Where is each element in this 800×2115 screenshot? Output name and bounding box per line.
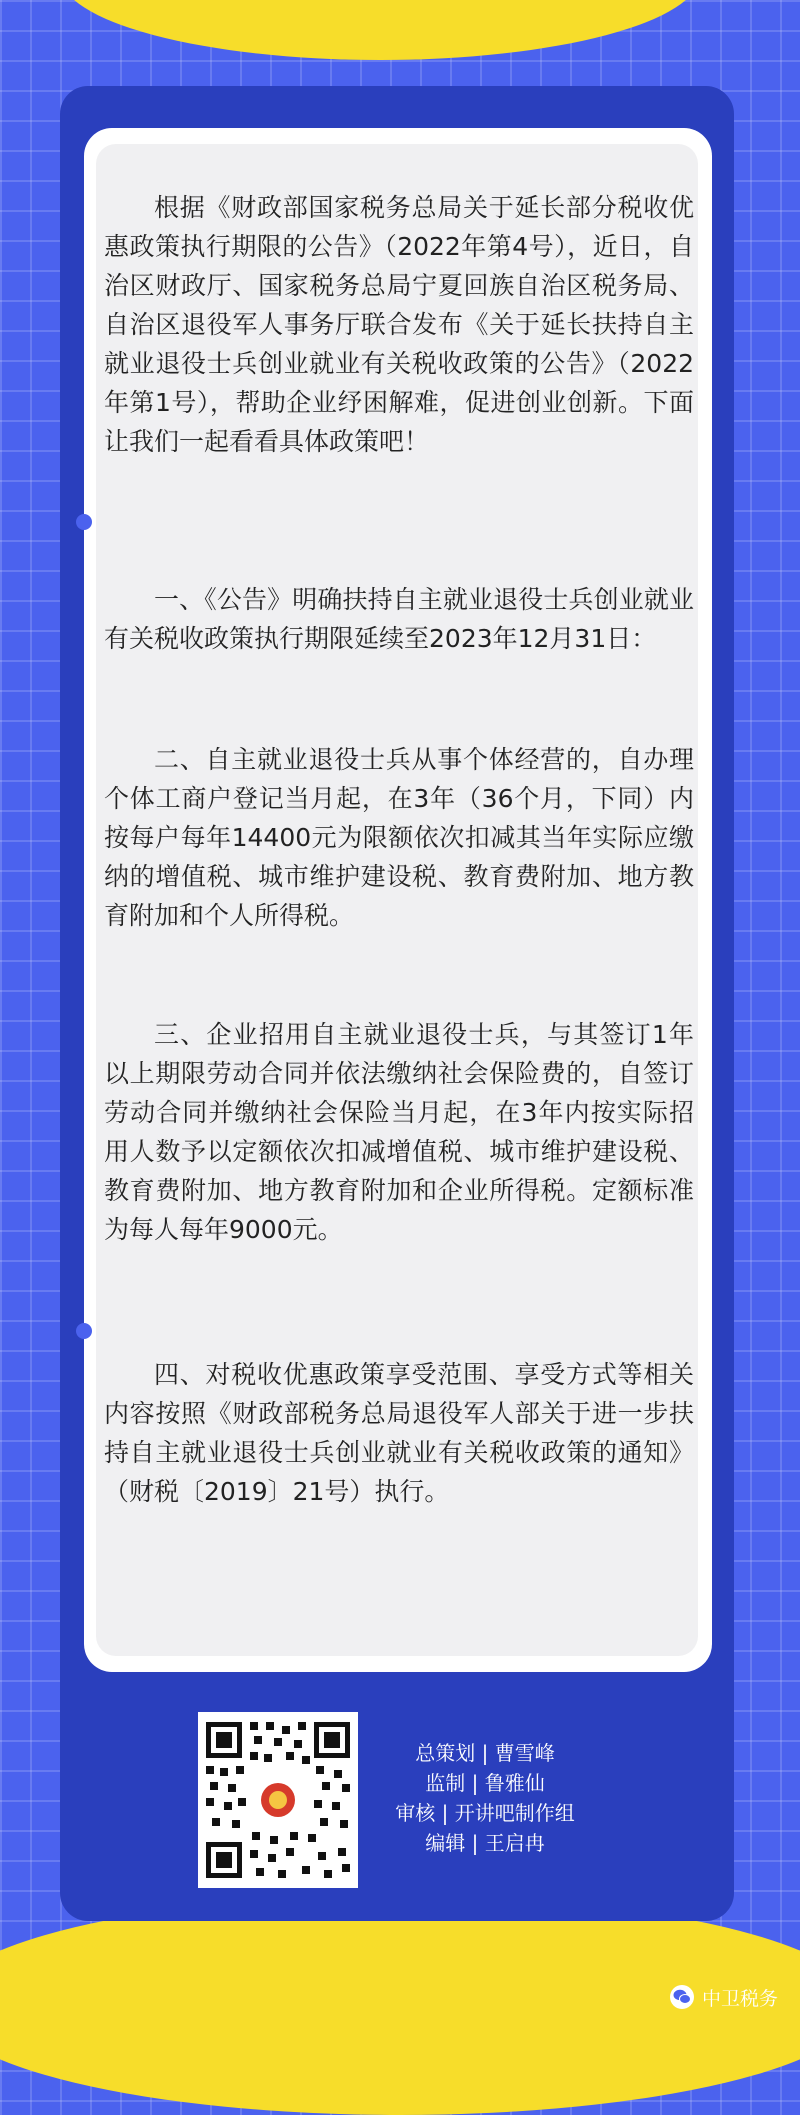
credits-block — [380, 1738, 590, 1858]
decorative-dot — [76, 514, 92, 530]
brand-watermark — [670, 1983, 778, 2011]
policy-item-4: 四、对税收优惠政策享受范围、享受方式等相关内容按照《财政部税务总局退役军人部关于进一步扶持自主就业退役士兵创业就业有关税收政策的通知》（财税〔2019〕21号）执行。 — [104, 1360, 694, 1506]
intro-paragraph: 根据《财政部国家税务总局关于延长部分税收优惠政策执行期限的公告》（2022年第4号），近日，自治区财政厅、国家税务总局宁夏回族自治区税务局、自治区退役军人事务厅联合发布《关于延长扶持自主就业退役士兵创业就业有关税收政策的公告》（2022年第1号），帮助企业纾困解难，促进创业创新。下面让我们一起看看具体政策吧！ — [104, 193, 694, 456]
decorative-yellow-blob-top — [60, 0, 700, 60]
credit-reviewer: 审核 | 开讲吧制作组 — [395, 1801, 575, 1825]
credit-supervisor: 监制 | 鲁雅仙 — [425, 1771, 545, 1795]
decorative-dot — [76, 1323, 92, 1339]
brand-name: 中卫税务 — [701, 1987, 778, 2010]
policy-item-3: 三、企业招用自主就业退役士兵，与其签订1年以上期限劳动合同并依法缴纳社会保险费的，自签订劳动合同并缴纳社会保险当月起，在3年内按实际招用人数予以定额依次扣减增值税、城市维护建设税、教育费附加、地方教育附加和企业所得税。定额标准为每人每年9000元。 — [104, 1020, 694, 1244]
qr-code[interactable] — [198, 1712, 358, 1888]
policy-item-2: 二、自主就业退役士兵从事个体经营的，自办理个体工商户登记当月起，在3年（36个月，下同）内按每户每年14400元为限额依次扣减其当年实际应缴纳的增值税、城市维护建设税、教育费附加、地方教育附加和个人所得税。 — [104, 745, 694, 930]
policy-item-1: 一、《公告》明确扶持自主就业退役士兵创业就业有关税收政策执行期限延续至2023年12月31日： — [104, 585, 694, 653]
credit-editor: 编辑 | 王启冉 — [425, 1831, 545, 1855]
credit-planner: 总策划 | 曹雪峰 — [415, 1741, 555, 1765]
wechat-icon — [670, 1985, 694, 2009]
